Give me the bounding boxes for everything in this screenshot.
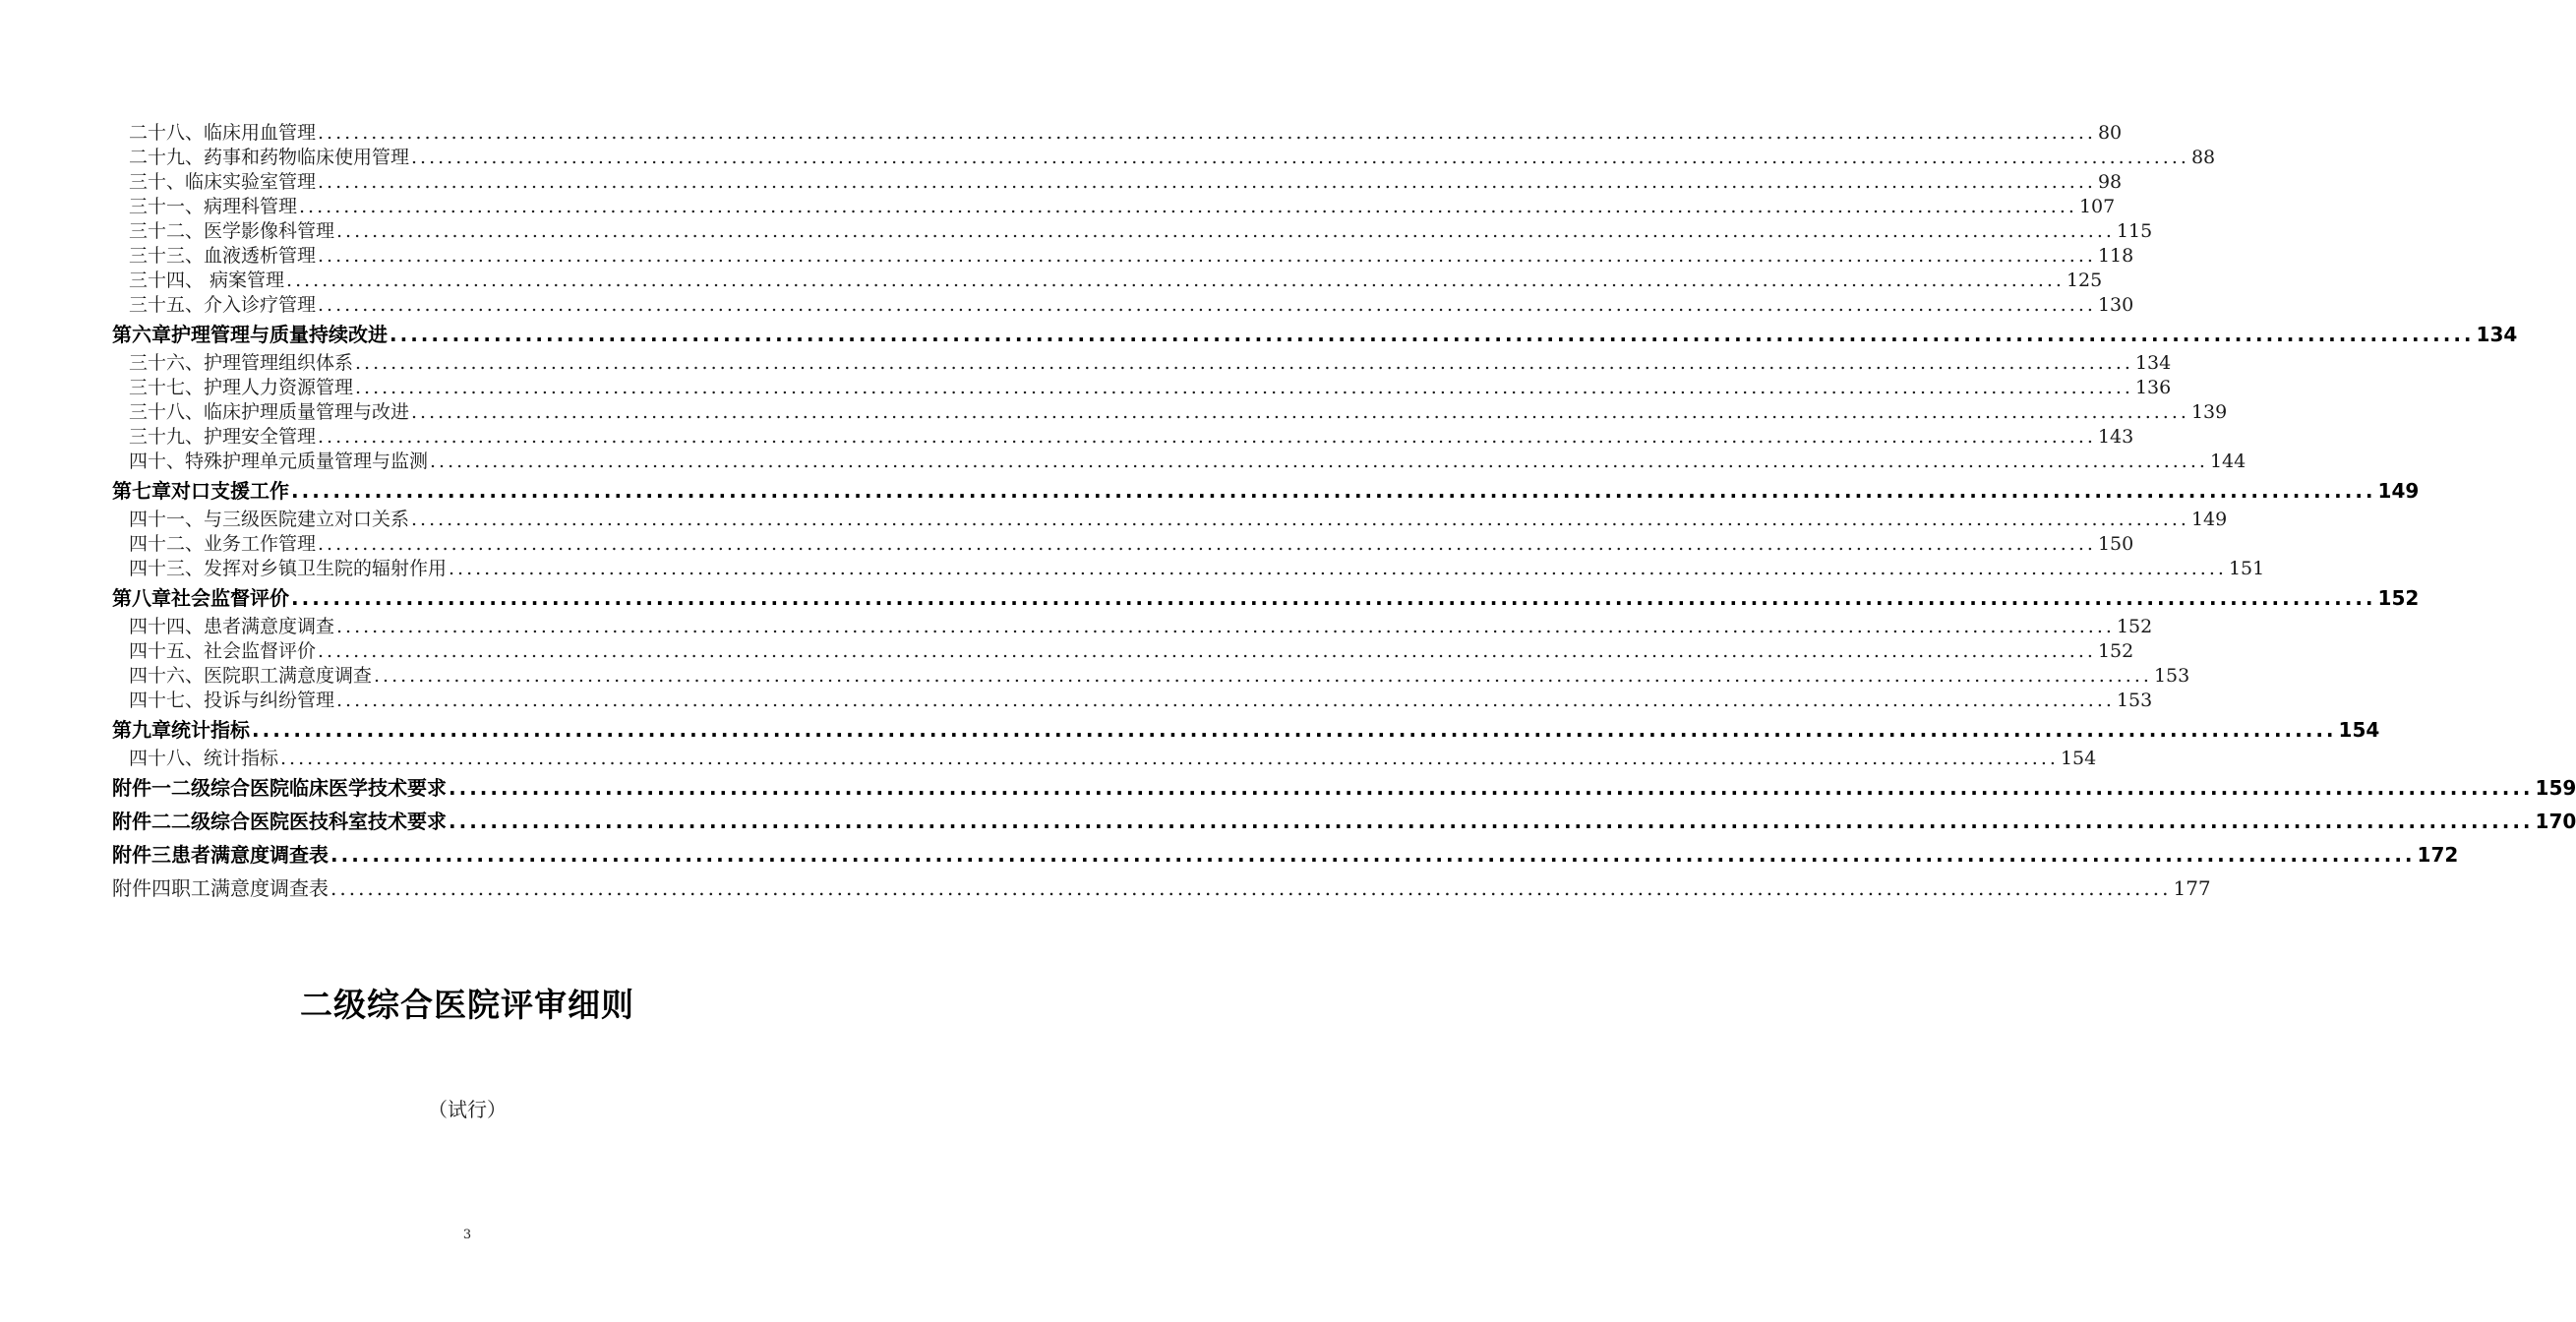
toc-entry-page: 152 [2097,640,2134,662]
toc-entry-page: 149 [2190,509,2228,530]
toc-entry-label: 第八章 [112,586,171,610]
page-number: 3 [462,1228,472,1242]
toc-entry-page: 118 [2097,245,2134,267]
toc-entry-page: 153 [2116,690,2153,711]
toc-entry-title: 三十六、护理管理组织体系 [129,352,354,374]
toc-section-entry[interactable] [0,508,2228,532]
toc-dot-leader: ........................................................................................................................................................................................................ [430,451,2208,472]
toc-dot-leader: ........................................................................................................................................................................................................ [318,294,2096,316]
toc-entry-page: 152 [2377,586,2420,610]
toc-dot-leader: ........................................................................................................................................................................................................ [449,776,2534,800]
toc-section-entry[interactable] [0,615,2153,639]
toc-entry-page: 170 [2535,810,2576,833]
toc-chapter-entry[interactable] [0,581,2420,615]
toc-entry-title: 患者满意度调查表 [171,843,329,867]
table-of-contents [0,121,2576,905]
toc-entry-label: 附件三 [112,843,171,867]
toc-entry-page: 151 [2228,558,2265,579]
toc-entry-page: 154 [2060,748,2097,769]
toc-entry-title: 二十九、药事和药物临床使用管理 [129,147,410,168]
toc-entry-page: 134 [2476,323,2518,346]
toc-section-entry[interactable] [0,400,2228,425]
toc-section-entry[interactable] [0,269,2103,293]
toc-section-entry[interactable] [0,557,2265,581]
toc-chapter-entry[interactable] [0,318,2518,351]
toc-entry-page: 98 [2097,171,2123,193]
toc-section-entry[interactable] [0,532,2134,557]
toc-chapter-entry[interactable] [0,771,2576,805]
toc-entry-page: 143 [2097,426,2134,448]
toc-entry-title: 对口支援工作 [171,479,289,503]
toc-dot-leader: ........................................................................................................................................................................................................ [336,220,2115,242]
toc-section-entry[interactable] [0,450,2247,474]
toc-dot-leader: ........................................................................................................................................................................................................ [286,270,2065,291]
toc-entry-page: 107 [2078,196,2116,217]
toc-entry-title: 二级综合医院医技科室技术要求 [171,810,447,833]
toc-entry-page: 149 [2377,479,2420,503]
document-title: 二级综合医院评审细则 [300,986,634,1024]
toc-dot-leader: ........................................................................................................................................................................................................ [330,876,2172,900]
toc-entry-page: 144 [2209,451,2247,472]
toc-section-entry[interactable] [0,689,2153,713]
toc-dot-leader: ........................................................................................................................................................................................................ [389,323,2475,346]
toc-section-entry[interactable] [0,244,2134,269]
toc-entry-title: 四十二、业务工作管理 [129,533,317,555]
toc-section-entry[interactable] [0,747,2097,771]
toc-entry-title: 二十八、临床用血管理 [129,122,317,144]
toc-dot-leader: ........................................................................................................................................................................................................ [318,245,2096,267]
toc-dot-leader: ........................................................................................................................................................................................................ [449,810,2534,833]
toc-entry-page: 136 [2134,377,2172,398]
toc-dot-leader: ........................................................................................................................................................................................................ [318,640,2096,662]
toc-section-entry[interactable] [0,146,2216,170]
toc-dot-leader: ........................................................................................................................................................................................................ [318,122,2096,144]
toc-entry-label: 附件四 [112,876,171,900]
toc-entry-title: 四十八、统计指标 [129,748,279,769]
toc-entry-title: 三十一、病理科管理 [129,196,298,217]
toc-entry-page: 134 [2134,352,2172,374]
toc-entry-page: 153 [2153,665,2190,687]
toc-entry-title: 三十、临床实验室管理 [129,171,317,193]
toc-dot-leader: ........................................................................................................................................................................................................ [299,196,2077,217]
document-subtitle: （试行） [428,1098,507,1121]
toc-dot-leader: ........................................................................................................................................................................................................ [336,690,2115,711]
toc-dot-leader: ........................................................................................................................................................................................................ [355,352,2133,374]
toc-chapter-entry[interactable] [0,713,2380,747]
toc-dot-leader: ........................................................................................................................................................................................................ [291,479,2376,503]
toc-entry-page: 172 [2417,843,2459,867]
toc-dot-leader: ........................................................................................................................................................................................................ [449,558,2227,579]
toc-dot-leader: ........................................................................................................................................................................................................ [411,401,2189,423]
toc-section-entry[interactable] [0,121,2123,146]
toc-entry-title: 三十九、护理安全管理 [129,426,317,448]
toc-section-entry[interactable] [0,195,2116,219]
toc-dot-leader: ........................................................................................................................................................................................................ [252,718,2337,742]
toc-entry-title: 三十五、介入诊疗管理 [129,294,317,316]
toc-section-entry[interactable] [0,219,2153,244]
toc-entry-title: 四十六、医院职工满意度调查 [129,665,373,687]
toc-dot-leader: ........................................................................................................................................................................................................ [318,171,2096,193]
toc-section-entry[interactable] [0,425,2134,450]
toc-entry-page: 152 [2116,616,2153,637]
toc-entry-title: 四十、特殊护理单元质量管理与监测 [129,451,429,472]
toc-entry-title: 三十三、血液透析管理 [129,245,317,267]
toc-entry-title: 四十七、投诉与纠纷管理 [129,690,335,711]
toc-entry-title: 四十五、社会监督评价 [129,640,317,662]
toc-dot-leader: ........................................................................................................................................................................................................ [411,509,2189,530]
toc-chapter-entry[interactable] [0,871,2211,905]
toc-section-entry[interactable] [0,664,2190,689]
toc-entry-page: 139 [2190,401,2228,423]
toc-chapter-entry[interactable] [0,805,2576,838]
toc-entry-title: 四十三、发挥对乡镇卫生院的辐射作用 [129,558,448,579]
toc-dot-leader: ........................................................................................................................................................................................................ [318,533,2096,555]
toc-section-entry[interactable] [0,170,2123,195]
toc-dot-leader: ........................................................................................................................................................................................................ [330,843,2416,867]
toc-entry-page: 154 [2338,718,2380,742]
toc-entry-page: 125 [2066,270,2103,291]
toc-dot-leader: ........................................................................................................................................................................................................ [411,147,2189,168]
toc-dot-leader: ........................................................................................................................................................................................................ [374,665,2152,687]
toc-dot-leader: ........................................................................................................................................................................................................ [355,377,2133,398]
toc-entry-title: 三十八、临床护理质量管理与改进 [129,401,410,423]
toc-entry-label: 第九章 [112,718,171,742]
toc-entry-page: 150 [2097,533,2134,555]
toc-entry-title: 三十二、医学影像科管理 [129,220,335,242]
toc-entry-page: 159 [2535,776,2576,800]
toc-entry-title: 三十四、 病案管理 [129,270,285,291]
toc-entry-title: 四十一、与三级医院建立对口关系 [129,509,410,530]
toc-entry-title: 统计指标 [171,718,250,742]
toc-entry-title: 四十四、患者满意度调查 [129,616,335,637]
toc-entry-page: 88 [2190,147,2216,168]
toc-entry-page: 80 [2097,122,2123,144]
toc-entry-title: 职工满意度调查表 [171,876,329,900]
toc-entry-page: 177 [2173,876,2211,900]
toc-dot-leader: ........................................................................................................................................................................................................ [336,616,2115,637]
toc-section-entry[interactable] [0,639,2134,664]
toc-dot-leader: ........................................................................................................................................................................................................ [280,748,2059,769]
toc-entry-label: 附件一 [112,776,171,800]
toc-entry-label: 第六章 [112,323,171,346]
toc-entry-title: 社会监督评价 [171,586,289,610]
toc-entry-label: 第七章 [112,479,171,503]
toc-section-entry[interactable] [0,351,2172,376]
toc-entry-title: 三十七、护理人力资源管理 [129,377,354,398]
toc-entry-page: 130 [2097,294,2134,316]
toc-entry-label: 附件二 [112,810,171,833]
toc-entry-page: 115 [2116,220,2153,242]
toc-dot-leader: ........................................................................................................................................................................................................ [291,586,2376,610]
toc-chapter-entry[interactable] [0,838,2459,871]
toc-section-entry[interactable] [0,376,2172,400]
toc-section-entry[interactable] [0,293,2134,318]
toc-dot-leader: ........................................................................................................................................................................................................ [318,426,2096,448]
toc-entry-title: 二级综合医院临床医学技术要求 [171,776,447,800]
toc-chapter-entry[interactable] [0,474,2420,508]
toc-entry-title: 护理管理与质量持续改进 [171,323,388,346]
